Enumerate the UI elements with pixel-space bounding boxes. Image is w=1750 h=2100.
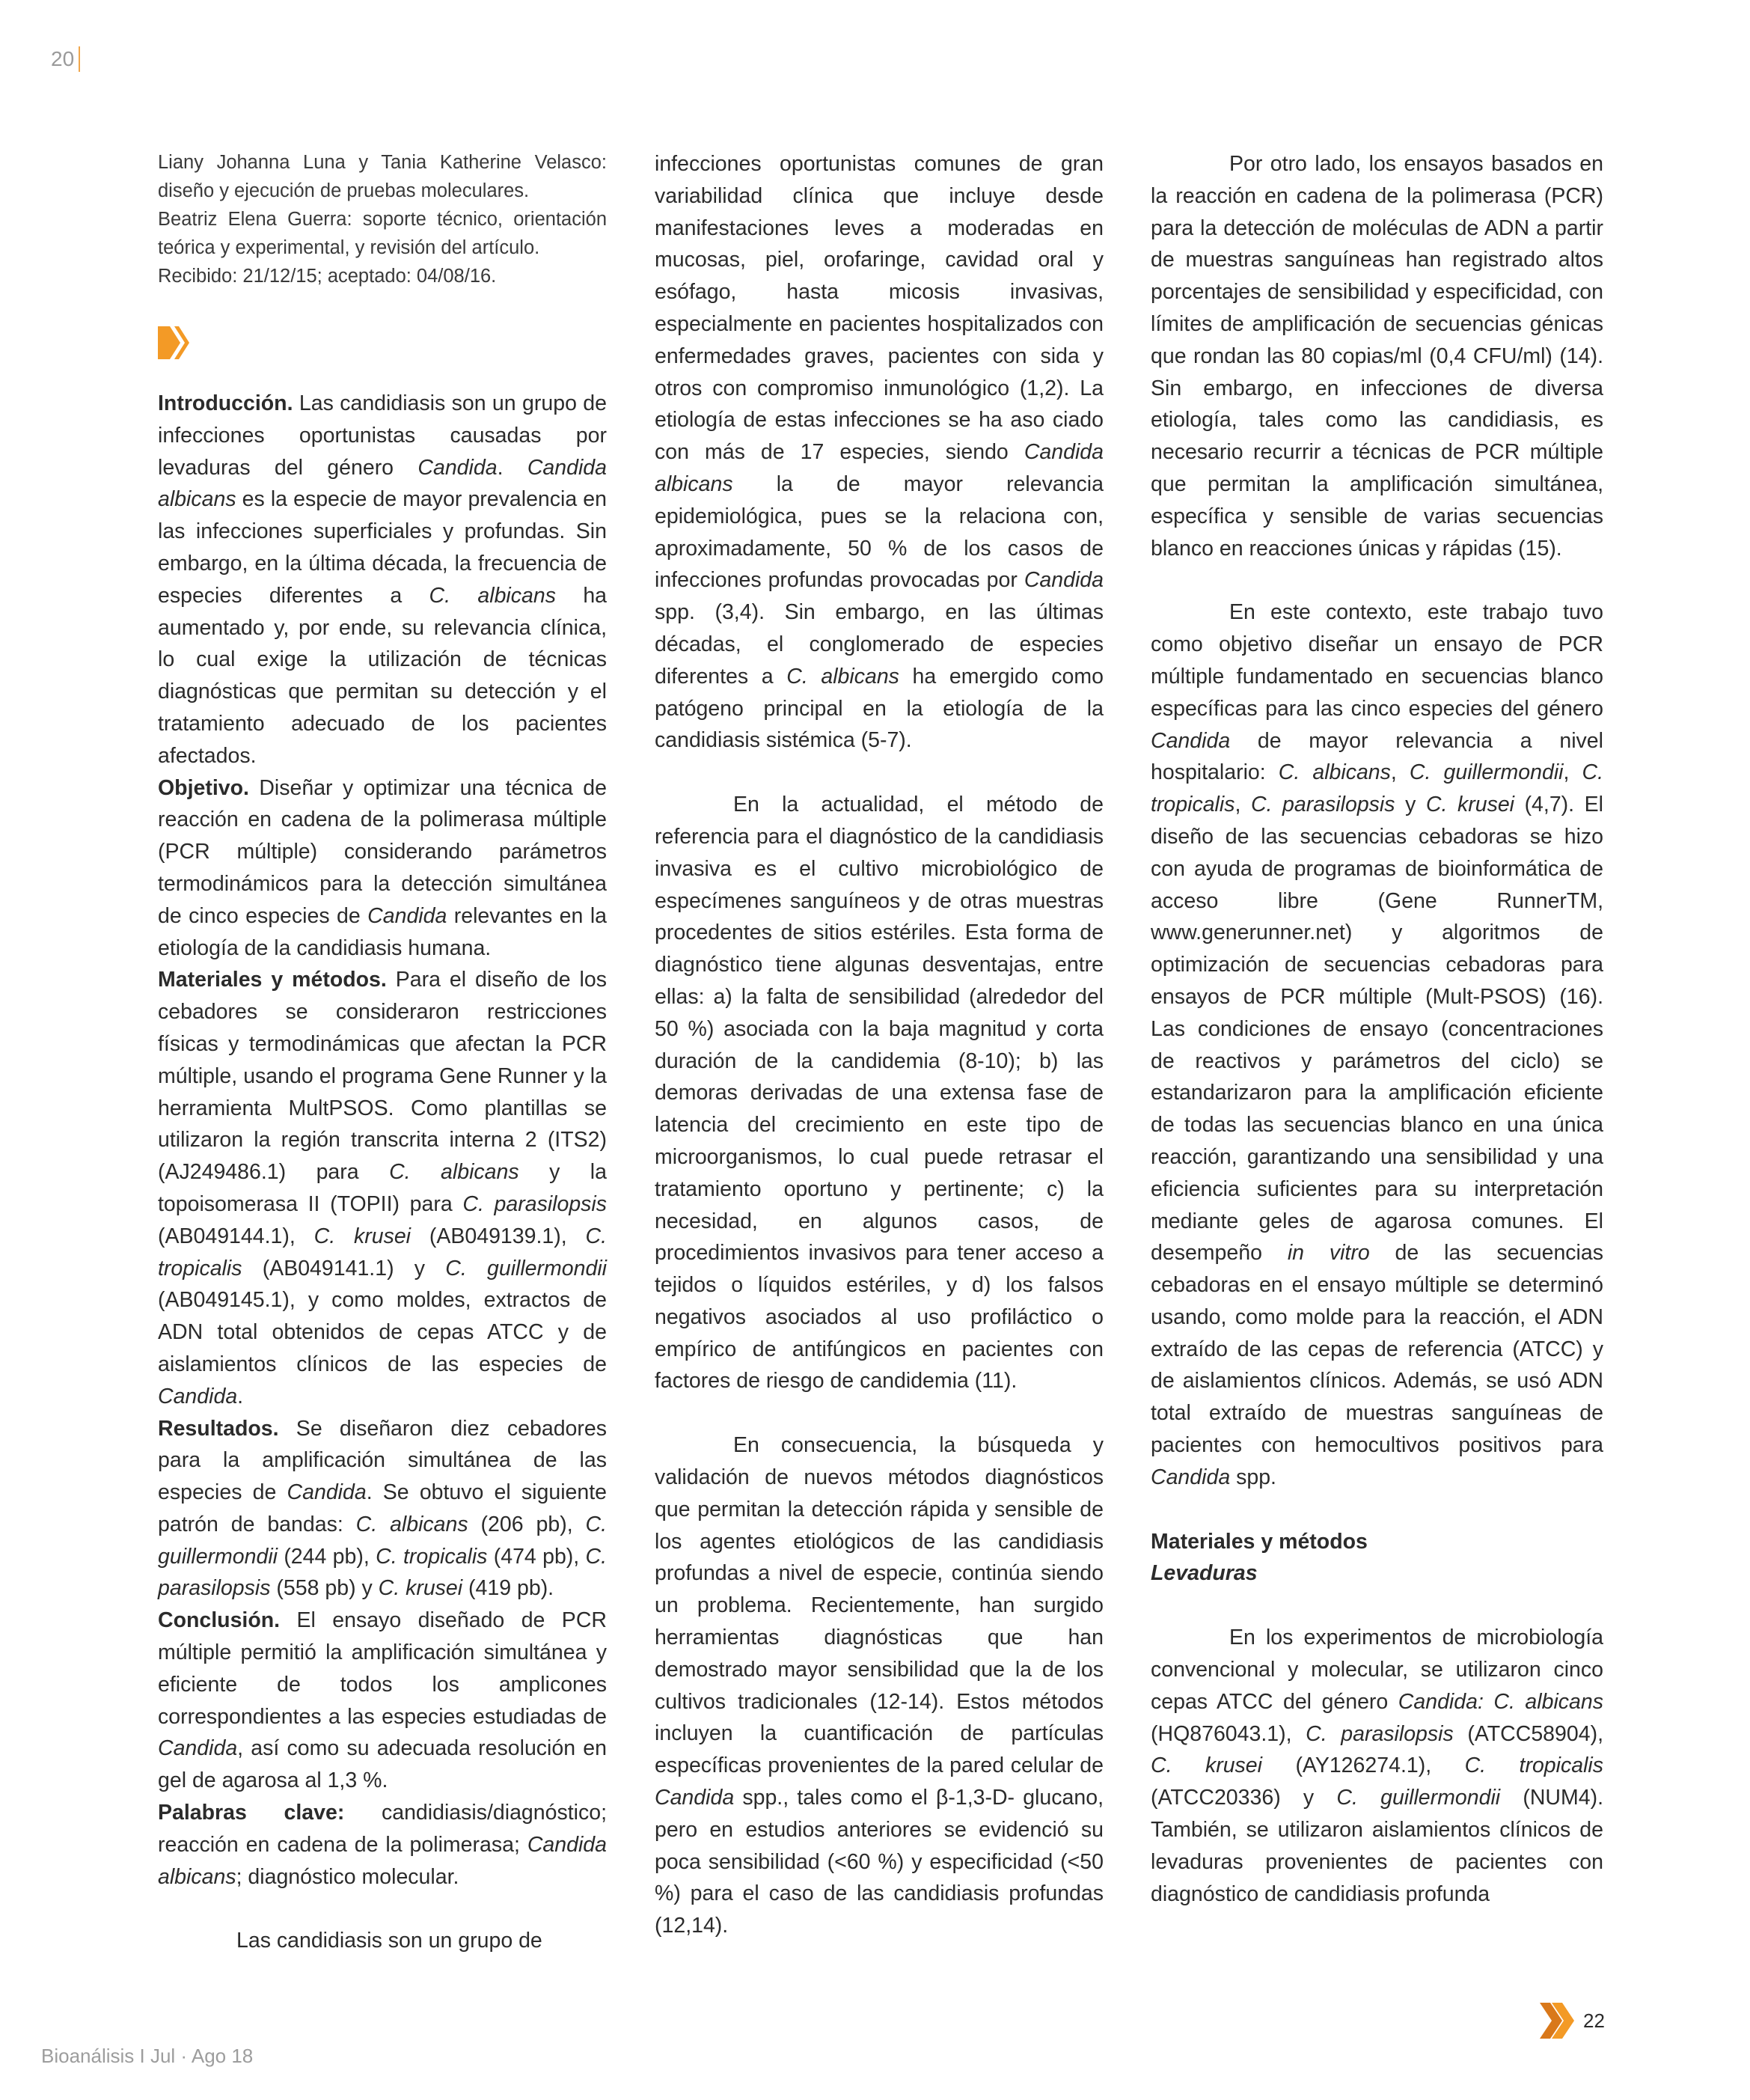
species: Candida (367, 903, 447, 928)
keywords (158, 1797, 607, 1893)
page-number-top: 20 (51, 46, 80, 72)
label-conclusion: Conclusión. (158, 1608, 281, 1633)
double-chevron-right-icon (1540, 2001, 1576, 2040)
text: , (1563, 760, 1582, 785)
species: Candida albicans (158, 455, 607, 512)
label-introduction: Introducción. (158, 391, 293, 415)
text: (244 pb), (278, 1544, 376, 1569)
label-objective: Objetivo. (158, 775, 249, 800)
text: (474 pb), (487, 1544, 586, 1569)
paragraph-3 (655, 1429, 1104, 1942)
paragraph-1 (655, 148, 1104, 757)
species: Candida (655, 1786, 735, 1810)
column-1 (158, 148, 607, 1957)
text: (4,7). El diseño de las secuencias cebadoras se hizo con ayuda de programas de bioinformática de acceso libre (Gene RunnerTM, www.generunner.net) y algoritmos de optimización de secuencias cebadoras para ensayos de PCR múltiple (Mult-PSOS) (16). Las condiciones de ensayo (concentraciones de reactivos y parámetros del ciclo) se estandarizaron para la amplificación eficiente de todas las secuencias blanco en una única reacción, garantizando una sensibilidad y una eficiencia suficientes para su interpretación mediante geles de agarosa comunes. El desempeño (1151, 793, 1603, 1266)
text: , (1235, 793, 1251, 817)
text: . Se obtuvo el siguiente patrón de bandas: (158, 1480, 607, 1536)
paragraph-3 (1151, 1622, 1603, 1910)
text: (AB049139.1), (411, 1224, 586, 1248)
species: Candida (1151, 1465, 1231, 1489)
species: Candida (158, 1384, 238, 1408)
text: (AB049144.1), (158, 1224, 314, 1248)
species: C. albicans (429, 583, 556, 608)
section-arrow (158, 322, 607, 371)
text: En este contexto, este trabajo tuvo como objetivo diseñar un ensayo de PCR múltiple fundamentado en secuencias blanco específicas para las cinco especies del género (1151, 600, 1603, 721)
species: Candida (417, 455, 498, 480)
paragraph-2 (1151, 596, 1603, 1493)
text: (419 pb). (462, 1576, 554, 1601)
text: (558 pb) y (270, 1576, 379, 1601)
species: Candida albicans (158, 1832, 607, 1889)
spacer (1151, 1590, 1603, 1622)
column-2 (655, 148, 1104, 1942)
contributions-2: Beatriz Elena Guerra: soporte técnico, orientación teórica y experimental, y revisión del artículo. (158, 209, 607, 258)
species: C. albicans (786, 664, 899, 689)
text: (ATCC58904), (1453, 1721, 1603, 1746)
species: C. tropicalis (1151, 760, 1603, 817)
section-heading: Materiales y métodos (1151, 1529, 1368, 1554)
species: C. krusei (378, 1576, 463, 1601)
text: (NUM4). También, se utilizaron aislamientos clínicos de levaduras provenientes de pacientes con diagnóstico de candidiasis profunda (1151, 1786, 1603, 1906)
text: de las secuencias cebadoras en el ensayo múltiple se determinó usando, como molde para la reacción, el ADN extraído de las cepas de referencia (ATCC) y de aislamientos clínicos. Además, se usó ADN total extraído de muestras sanguíneas de pacientes con hemocultivos positivos para (1151, 1241, 1603, 1458)
text: (AB049141.1) y (242, 1256, 446, 1281)
text: (ATCC20336) y (1151, 1786, 1337, 1810)
label-results: Resultados. (158, 1416, 279, 1441)
species: C. guillermondii (158, 1512, 608, 1569)
text: . (497, 455, 527, 480)
species: C. krusei (1151, 1753, 1262, 1778)
species: Candida (1151, 728, 1231, 753)
species: Candida (287, 1480, 367, 1505)
text: , así como su adecuada resolución en gel de agarosa al 1,3 %. (158, 1736, 607, 1793)
text: y la topoisomerasa II (TOPII) para (158, 1160, 607, 1216)
species: Candida (158, 1736, 238, 1761)
term: in vitro (1287, 1241, 1370, 1266)
label-keywords: Palabras clave: (158, 1801, 345, 1825)
subsection-heading: Levaduras (1151, 1561, 1258, 1586)
text: En los experimentos de microbiología convencional y molecular, se utilizaron cinco cepas ATCC del género (1151, 1626, 1603, 1714)
text: Las candidiasis son un grupo de infecciones oportunistas causadas por levaduras del género (158, 391, 607, 480)
text: ha aumentado y, por ende, su relevancia clínica, lo cual exige la utilización de técnicas diagnósticas que permitan su detección y el tratamiento adecuado de los pacientes afectados. (158, 583, 608, 768)
species: C. albicans (1278, 760, 1391, 785)
text: (206 pb), (468, 1512, 586, 1536)
species: C. krusei (313, 1224, 412, 1248)
abstract-conclusion (158, 1605, 607, 1797)
species: C. tropicalis (1464, 1753, 1603, 1778)
species: C. parasilopsis (1306, 1721, 1454, 1746)
text: spp. (3,4). Sin embargo, en las últimas décadas, el conglomerado de especies diferentes a (655, 600, 1104, 689)
page-number-bottom: 22 (1583, 2009, 1605, 2032)
text: infecciones oportunistas comunes de gran variabilidad clínica que incluye desde manifestaciones leves a moderadas en mucosas, piel, orofaringe, cavidad oral y esófago, hasta micosis invasivas, especialmente en pacientes hospitalizados con enfermedades graves, pacientes con sida y otros con compromiso inmunológico (1,2). La etiología de estas infecciones se ha aso ciado con más de 17 especies, siendo (655, 152, 1104, 465)
spacer (1151, 1494, 1603, 1526)
text: ; diagnóstico molecular. (236, 1864, 459, 1889)
paragraph-2: En la actualidad, el método de referencia para el diagnóstico de la candidiasis invasiva es el cultivo microbiológico de especímenes sanguíneos y de otras muestras procedentes de sitios estériles. Esta forma de diagnóstico tiene algunas desventajas, entre ellas: a) la falta de sensibilidad (alrededor del 50 %) asociada con la baja magnitud y corta duración de la candidemia (8-10); b) las demoras derivadas de una extensa fase de latencia del crecimiento en este tipo de microorganismos, lo cual puede retrasar el tratamiento oportuno y pertinente; c) la necesidad, en algunos casos, de procedimientos invasivos para tener acceso a tejidos o líquidos estériles, y d) los falsos negativos asociados al uso profiláctico o empírico de antifúngicos en pacientes con factores de riesgo de candidemia (11). (655, 793, 1104, 1394)
footer-journal: Bioanálisis I Jul · Ago 18 (41, 2045, 254, 2067)
paragraph-1: Por otro lado, los ensayos basados en la reacción en cadena de la polimerasa (PCR) para la detección de moléculas de ADN a partir de muestras sanguíneas han registrado altos porcentajes de sensibilidad y especificidad, con límites de amplificación de secuencias génicas que rondan las 80 copias/ml (0,4 CFU/ml) (14). Sin embargo, en infecciones de diversa etiología, tales como las candidiasis, es necesario recurrir a técnicas de PCR múltiple que permitan la amplificación simultánea, específica y sensible de varias secuencias blanco en reacciones únicas y rápidas (15). (1151, 152, 1603, 561)
species: C. guillermondii (445, 1256, 607, 1281)
species: Candida (1024, 568, 1104, 593)
species: C. guillermondii (1336, 1786, 1501, 1810)
text: Diseñar y optimizar una técnica de reacción en cadena de la polimerasa múltiple (PCR múltiple) considerando parámetros termodinámicos para la detección simultánea de cinco especies de (158, 775, 607, 928)
species: C. parasilopsis (462, 1191, 608, 1216)
species: Candida: C. albicans (1398, 1689, 1603, 1714)
text: (AB049145.1), y como moldes, extractos de ADN total obtenidos de cepas ATCC y de aislamientos clínicos de las especies de (158, 1288, 607, 1376)
species: C. krusei (1425, 793, 1514, 817)
text: (AY126274.1), (1261, 1753, 1465, 1778)
text: la de mayor relevancia epidemiológica, pues se la relaciona con, aproximadamente, 50 % de los casos de infecciones profundas provocadas por (655, 471, 1104, 593)
text: y (1395, 793, 1426, 817)
column-3 (1151, 148, 1603, 1910)
text: Para el diseño de los cebadores se consideraron restricciones físicas y termodinámicas que afectan la PCR múltiple, usando el programa Gene Runner y la herramienta MultPSOS. Como plantillas se utilizaron la región transcrita interna 2 (ITS2) (AJ249486.1) para (158, 968, 607, 1185)
text: (HQ876043.1), (1151, 1721, 1306, 1746)
text: El ensayo diseñado de PCR múltiple permitió la amplificación simultánea y eficiente de todos los amplicones correspondientes a las especies estudiadas de (158, 1608, 607, 1729)
spacer (1151, 564, 1603, 596)
species: C. albicans (389, 1160, 519, 1185)
text: ha emergido como patógeno principal en la etiología de la candidiasis sistémica (5-7). (655, 664, 1104, 753)
spacer (655, 757, 1104, 789)
text: spp. (1230, 1465, 1276, 1489)
species: C. parasilopsis (158, 1544, 608, 1601)
spacer (158, 1893, 607, 1925)
species: C. parasilopsis (1250, 793, 1395, 817)
text: es la especie de mayor prevalencia en las infecciones superficiales y profundas. Sin embargo, en la última década, la frecuencia de especies diferentes a (158, 487, 607, 608)
species: C. guillermondii (1409, 760, 1564, 785)
body-start: Las candidiasis son un grupo de (236, 1929, 542, 1953)
abstract-results (158, 1413, 607, 1605)
label-methods: Materiales y métodos. (158, 968, 387, 992)
species: Candida albicans (655, 440, 1104, 496)
text: , (1390, 760, 1410, 785)
abstract-methods (158, 964, 607, 1412)
spacer (655, 1397, 1104, 1429)
received-date: Recibido: 21/12/15; aceptado: 04/08/16. (158, 266, 497, 287)
text: spp., tales como el β-1,3-D- glucano, pero en estudios anteriores se evidenció su poca sensibilidad (<60 %) y especificidad (<50 %) para el caso de las candidiasis profundas (12,14). (655, 1786, 1104, 1938)
text: En consecuencia, la búsqueda y validación de nuevos métodos diagnósticos que permitan la detección rápida y sensible de los agentes etiológicos de las candidiasis profundas a nivel de especie, continúa siendo un problema. Recientemente, han surgido herramientas diagnósticas que han demostrado mayor sensibilidad que la de los cultivos tradicionales (12-14). Estos métodos incluyen la cuantificación de partículas específicas provenientes de la pared celular de (655, 1433, 1104, 1778)
species: C. tropicalis (158, 1224, 607, 1281)
double-chevron-right-icon (158, 322, 191, 364)
footer-page (1540, 1998, 1605, 2043)
text: candidiasis/diagnóstico; reacción en cadena de la polimerasa; (158, 1801, 607, 1857)
species: C. albicans (355, 1512, 468, 1536)
text: Se diseñaron diez cebadores para la amplificación simultánea de las especies de (158, 1416, 607, 1505)
abstract-objective (158, 772, 607, 965)
text: . (237, 1384, 244, 1408)
contributions-1: Liany Johanna Luna y Tania Katherine Velasco: diseño y ejecución de pruebas moleculares. (158, 152, 607, 201)
text: relevantes en la etiología de la candidiasis humana. (158, 903, 607, 960)
text: de mayor relevancia a nivel hospitalario: (1151, 728, 1603, 785)
abstract-introduction (158, 388, 607, 772)
species: C. tropicalis (376, 1544, 488, 1569)
